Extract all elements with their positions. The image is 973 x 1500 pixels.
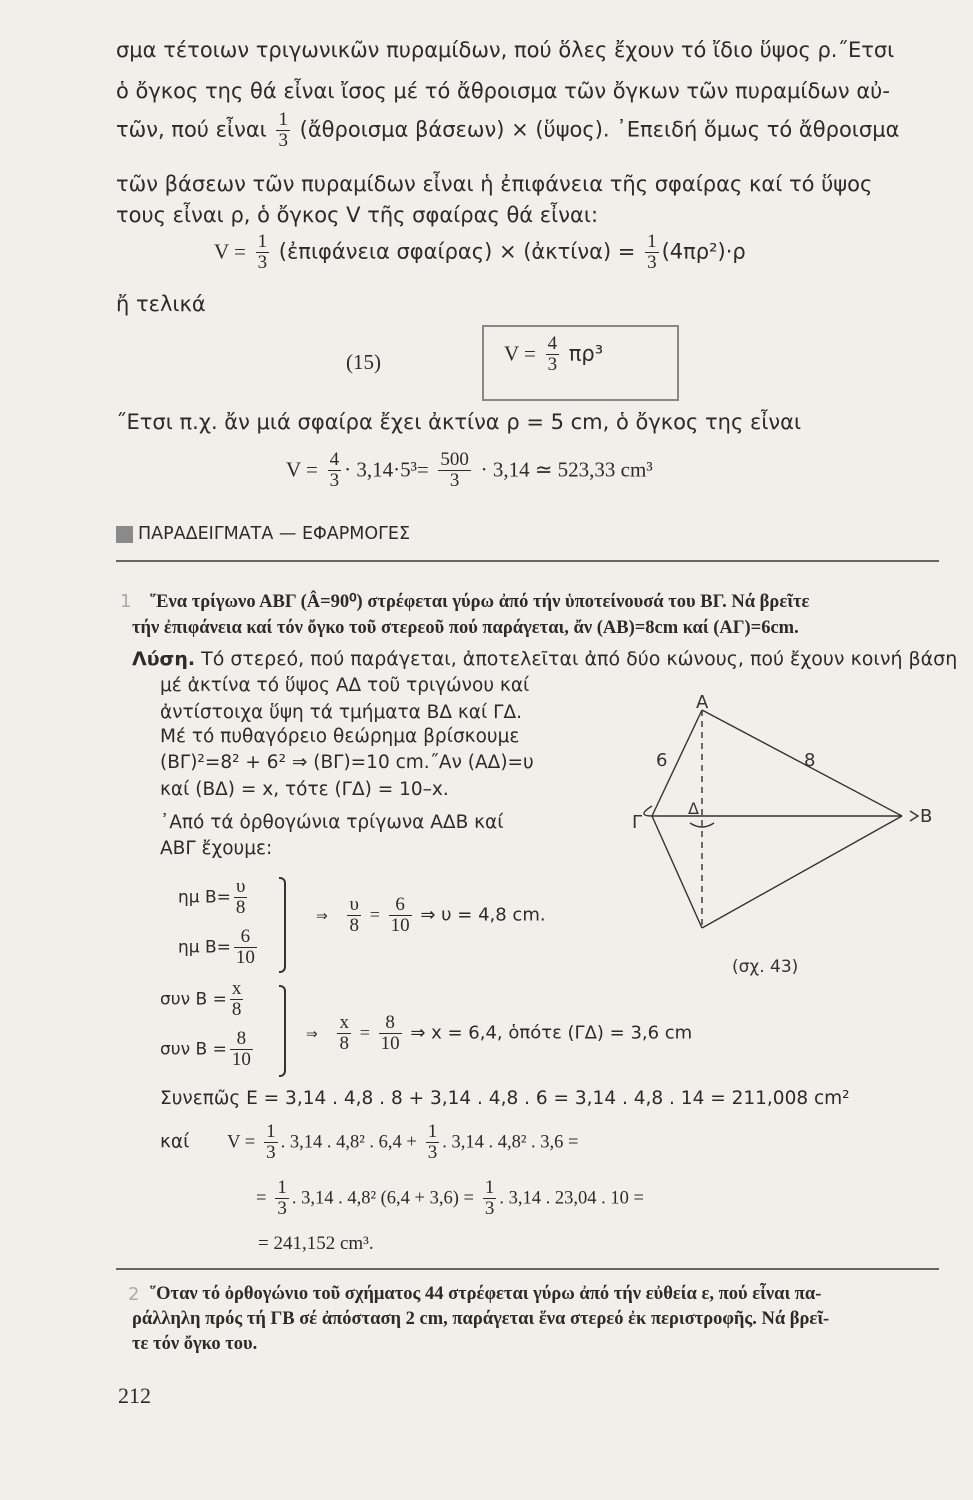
text-line: τῶν βάσεων τῶν πυραμίδων εἶναι ἡ ἐπιφάνεια τῆς σφαίρας καί τό ὕψος bbox=[116, 172, 873, 196]
cosine-relation: συν Β = $\frac{8}{10}$ bbox=[160, 1028, 251, 1070]
text-line: τους εἶναι ρ, ὁ ὄγκος V τῆς σφαίρας θά εἶναι: bbox=[116, 203, 599, 227]
page-number: 212 bbox=[118, 1383, 151, 1408]
problem-text: ῞Ενα τρίγωνο ΑΒΓ (Â=90⁰) στρέφεται γύρω ἀπό τήν ὑποτείνουσά του ΒΓ. Νά βρεῖτε bbox=[150, 592, 810, 612]
figure-caption: (σχ. 43) bbox=[732, 957, 799, 977]
solution-text: Μέ τό πυθαγόρειο θεώρημα βρίσκουμε bbox=[160, 726, 520, 747]
surface-area-line: Συνεπῶς E = 3,14 . 4,8 . 8 + 3,14 . 4,8 . 6 = 3,14 . 4,8 . 14 = 211,008 cm² bbox=[160, 1088, 850, 1109]
label-G: Γ bbox=[632, 812, 643, 833]
arrow-icon bbox=[910, 811, 918, 821]
sine-relation: ημ Β= $\frac{\upsilon}{8}$ bbox=[178, 876, 246, 918]
cosine-relation: συν Β = $\frac{x}{8}$ bbox=[160, 978, 242, 1020]
length-6: 6 bbox=[656, 750, 668, 771]
sine-relation: ημ Β= $\frac{6}{10}$ bbox=[178, 926, 255, 968]
solution-text: Λύση. Τό στερεό, πού παράγεται, ἀποτελεῖται ἀπό δύο κώνους, πού ἔχουν κοινή βάση bbox=[132, 648, 958, 670]
solution-text: (ΒΓ)²=8² + 6² ⇒ (ΒΓ)=10 cm.˝Αν (ΑΔ)=υ bbox=[160, 752, 534, 773]
volume-line-1: καί V = $\frac{1}{3}$ . 3,14 . 4,8² . 6,4 + $\frac{1}{3}$ . 3,14 . 4,8² . 3,6 = bbox=[160, 1121, 579, 1163]
label-A: Α bbox=[696, 692, 709, 713]
solution-text: καί (ΒΔ) = x, τότε (ΓΔ) = 10–x. bbox=[160, 779, 449, 800]
section-marker bbox=[116, 526, 133, 543]
label-B: Β bbox=[920, 806, 932, 827]
text-line: ˝Ετσι π.χ. ἄν μιά σφαίρα ἔχει ἀκτίνα ρ = 5 cm, ὁ ὄγκος της εἶναι bbox=[116, 410, 802, 434]
solution-text: ἀντίστοιχα ὕψη τά τμήματα ΒΔ καί ΓΔ. bbox=[160, 702, 522, 723]
fraction: $\frac{1}{3}$ bbox=[278, 109, 288, 151]
side-GA-prime bbox=[652, 816, 702, 928]
length-8: 8 bbox=[804, 750, 816, 771]
problem-text: τήν ἐπιφάνεια καί τόν ὄγκο τοῦ στερεοῦ πού παράγεται, ἄν (ΑΒ)=8cm καί (ΑΓ)=6cm. bbox=[132, 618, 799, 638]
cosine-result: ⇒ $\frac{x}{8}$ = $\frac{8}{10}$ ⇒ x = 6,4, ὁπότε (ΓΔ) = 3,6 cm bbox=[306, 1012, 693, 1054]
label-D: Δ bbox=[688, 799, 699, 818]
sphere-volume-formula: V = $\frac{4}{3}$ πρ³ bbox=[504, 333, 604, 375]
brace bbox=[279, 985, 286, 1077]
problem-text: ῞Οταν τό ὀρθογώνιο τοῦ σχήματος 44 στρέφεται γύρω ἀπό τήν εὐθεία ε, πού εἶναι πα- bbox=[150, 1284, 822, 1304]
divider bbox=[116, 560, 939, 562]
volume-result: = 241,152 cm³. bbox=[258, 1233, 374, 1254]
text-span: (ἄθροισμα βάσεων) × (ὕψος). ᾿Επειδή ὅμως τό ἄθροισμα bbox=[299, 117, 900, 142]
figure-43 bbox=[632, 690, 932, 980]
problem-text: ράλληλη πρός τή ΓΒ σέ ἀπόσταση 2 cm, παράγεται ἕνα στερεό ἐκ περιστροφῆς. Νά βρεῖ- bbox=[132, 1309, 830, 1329]
text-line bbox=[116, 110, 899, 151]
solution-text: μέ ἀκτίνα τό ὕψος ΑΔ τοῦ τριγώνου καί bbox=[160, 675, 530, 696]
volume-line-2: = $\frac{1}{3}$ . 3,14 . 4,8² (6,4 + 3,6) = $\frac{1}{3}$ . 3,14 . 23,04 . 10 = bbox=[256, 1177, 644, 1219]
solution-text: ΑΒΓ ἔχουμε: bbox=[160, 838, 273, 859]
solution-text: ᾿Από τά ὀρθογώνια τρίγωνα ΑΔΒ καί bbox=[160, 812, 504, 833]
example-computation: V = $\frac{4}{3}$ · 3,14·5³= $\frac{500}{3}$ · 3,14 ≃ 523,33 cm³ bbox=[286, 449, 653, 491]
example-number: 2 bbox=[128, 1284, 140, 1305]
side-BA-prime bbox=[702, 816, 902, 928]
equation-number: (15) bbox=[346, 350, 381, 374]
sine-result: ⇒ $\frac{\upsilon}{8}$ = $\frac{6}{10}$ ⇒ υ = 4,8 cm. bbox=[316, 894, 546, 936]
volume-derivation: V = $\frac{1}{3}$ (ἐπιφάνεια σφαίρας) × (ἀκτίνα) = $\frac{1}{3}$ (4πρ²)·ρ bbox=[214, 231, 746, 273]
cone-arc bbox=[644, 806, 652, 816]
text-span: τῶν, πού εἶναι bbox=[116, 117, 267, 142]
section-title: ΠΑΡΑΔΕΙΓΜΑΤΑ — ΕΦΑΡΜΟΓΕΣ bbox=[138, 524, 411, 544]
text-line: σμα τέτοιων τριγωνικῶν πυραμίδων, πού ὅλες ἔχουν τό ἴδιο ὕψος ρ.˝Ετσι bbox=[116, 38, 895, 62]
example-number: 1 bbox=[120, 591, 132, 612]
divider bbox=[116, 1268, 939, 1270]
text-line: ὁ ὄγκος της θά εἶναι ἴσος μέ τό ἄθροισμα τῶν ὄγκων τῶν πυραμίδων αὐ- bbox=[116, 79, 890, 103]
problem-text: τε τόν ὄγκο του. bbox=[132, 1334, 258, 1354]
text-line: ἤ τελικά bbox=[116, 292, 206, 316]
brace bbox=[279, 877, 286, 973]
side-AB bbox=[702, 710, 902, 816]
